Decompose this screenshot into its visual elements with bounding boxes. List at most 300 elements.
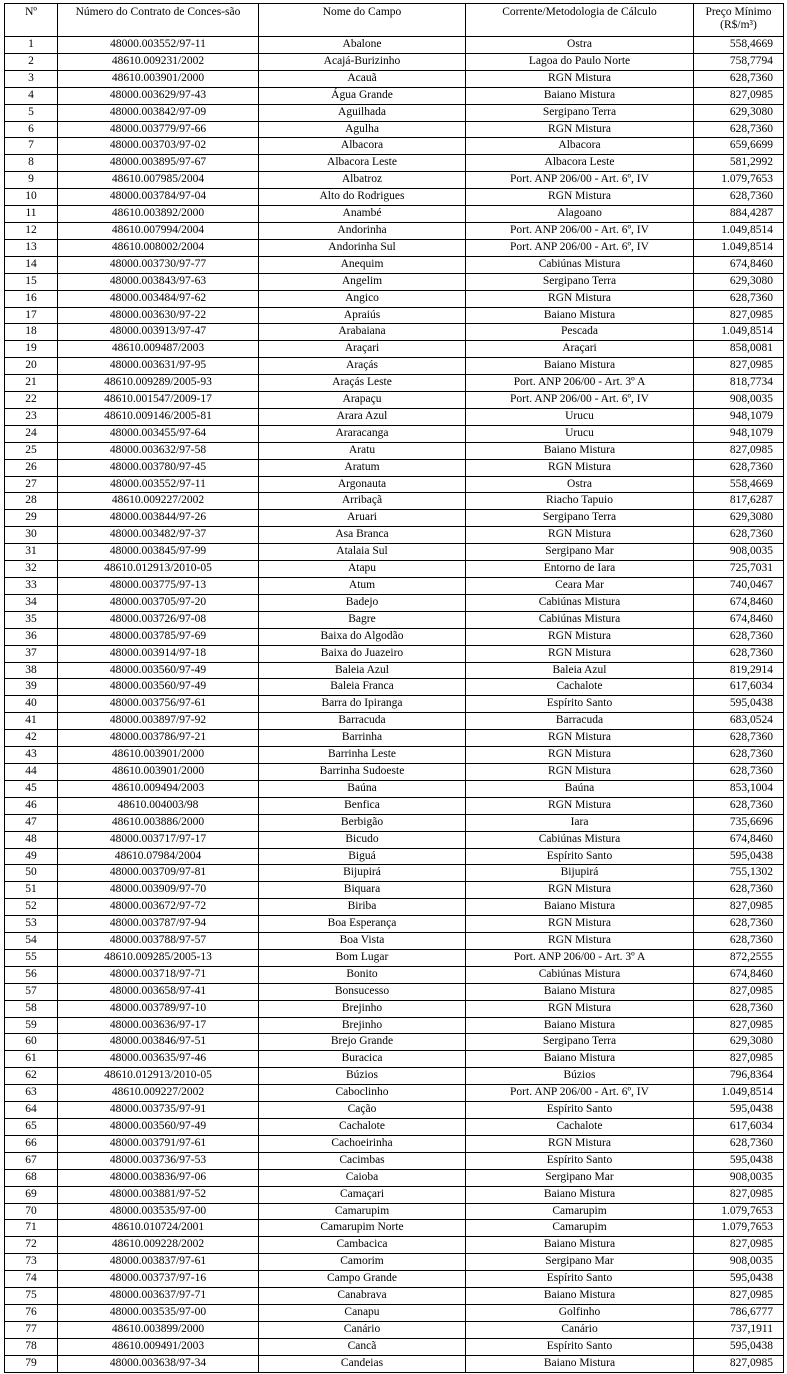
cell-field-name: Baixa do Juazeiro	[259, 645, 466, 662]
cell-min-price: 628,7360	[694, 882, 784, 899]
cell-methodology: Ostra	[466, 476, 694, 493]
table-row	[5, 1102, 784, 1119]
cell-number: 13	[5, 239, 58, 256]
table-row	[5, 1119, 784, 1136]
cell-min-price: 628,7360	[694, 763, 784, 780]
table-row	[5, 594, 784, 611]
table-row	[5, 155, 784, 172]
cell-methodology: Port. ANP 206/00 - Art. 6º, IV	[466, 392, 694, 409]
cell-min-price: 629,3080	[694, 273, 784, 290]
cell-min-price: 628,7360	[694, 730, 784, 747]
cell-field-name: Bom Lugar	[259, 949, 466, 966]
cell-contract: 48610.003886/2000	[58, 814, 259, 831]
cell-contract: 48610.009494/2003	[58, 780, 259, 797]
cell-number: 15	[5, 273, 58, 290]
cell-min-price: 617,6034	[694, 1119, 784, 1136]
table-row	[5, 561, 784, 578]
cell-methodology: Espírito Santo	[466, 696, 694, 713]
cell-contract: 48000.003736/97-53	[58, 1152, 259, 1169]
cell-contract: 48000.003705/97-20	[58, 594, 259, 611]
cell-min-price: 558,4669	[694, 476, 784, 493]
cell-field-name: Biriba	[259, 899, 466, 916]
cell-contract: 48000.003735/97-91	[58, 1102, 259, 1119]
cell-number: 42	[5, 730, 58, 747]
cell-contract: 48000.003638/97-34	[58, 1355, 259, 1372]
table-row	[5, 1321, 784, 1338]
table-row	[5, 882, 784, 899]
table-row	[5, 848, 784, 865]
cell-contract: 48610.012913/2010-05	[58, 1068, 259, 1085]
cell-methodology: Sergipano Mar	[466, 1254, 694, 1271]
cell-field-name: Acauã	[259, 70, 466, 87]
cell-field-name: Boa Esperança	[259, 916, 466, 933]
cell-contract: 48610.009487/2003	[58, 341, 259, 358]
cell-number: 31	[5, 544, 58, 561]
table-row	[5, 1186, 784, 1203]
cell-field-name: Biquara	[259, 882, 466, 899]
cell-field-name: Cação	[259, 1102, 466, 1119]
cell-methodology: Espírito Santo	[466, 1338, 694, 1355]
cell-number: 26	[5, 459, 58, 476]
table-row	[5, 763, 784, 780]
cell-number: 6	[5, 121, 58, 138]
cell-field-name: Candeias	[259, 1355, 466, 1372]
cell-field-name: Arabaiana	[259, 324, 466, 341]
cell-number: 4	[5, 87, 58, 104]
cell-min-price: 853,1004	[694, 780, 784, 797]
cell-number: 52	[5, 899, 58, 916]
cell-contract: 48000.003756/97-61	[58, 696, 259, 713]
col-header-min-price: Preço Mínimo (R$/m³)	[694, 4, 784, 37]
cell-methodology: RGN Mistura	[466, 747, 694, 764]
cell-methodology: Sergipano Mar	[466, 544, 694, 561]
cell-methodology: Golfinho	[466, 1304, 694, 1321]
table-row	[5, 324, 784, 341]
cell-field-name: Camarupim Norte	[259, 1220, 466, 1237]
cell-min-price: 628,7360	[694, 933, 784, 950]
cell-number: 44	[5, 763, 58, 780]
cell-field-name: Anequim	[259, 256, 466, 273]
cell-min-price: 628,7360	[694, 189, 784, 206]
cell-methodology: Camarupim	[466, 1203, 694, 1220]
table-body	[5, 37, 784, 1373]
cell-field-name: Anambé	[259, 206, 466, 223]
cell-field-name: Canabrava	[259, 1288, 466, 1305]
cell-contract: 48610.009491/2003	[58, 1338, 259, 1355]
cell-contract: 48610.001547/2009-17	[58, 392, 259, 409]
cell-min-price: 827,0985	[694, 1186, 784, 1203]
cell-field-name: Água Grande	[259, 87, 466, 104]
cell-min-price: 827,0985	[694, 358, 784, 375]
cell-number: 57	[5, 983, 58, 1000]
table-row	[5, 222, 784, 239]
table-row	[5, 1237, 784, 1254]
cell-field-name: Agulha	[259, 121, 466, 138]
cell-min-price: 827,0985	[694, 899, 784, 916]
cell-field-name: Bijupirá	[259, 865, 466, 882]
cell-contract: 48610.003892/2000	[58, 206, 259, 223]
table-row	[5, 645, 784, 662]
cell-methodology: Bijupirá	[466, 865, 694, 882]
cell-number: 2	[5, 53, 58, 70]
cell-field-name: Biguá	[259, 848, 466, 865]
cell-field-name: Apraiús	[259, 307, 466, 324]
cell-number: 77	[5, 1321, 58, 1338]
cell-min-price: 628,7360	[694, 1135, 784, 1152]
cell-min-price: 827,0985	[694, 1017, 784, 1034]
table-row	[5, 1355, 784, 1372]
cell-field-name: Albacora Leste	[259, 155, 466, 172]
cell-field-name: Araracanga	[259, 425, 466, 442]
cell-number: 27	[5, 476, 58, 493]
cell-contract: 48610.009285/2005-13	[58, 949, 259, 966]
cell-field-name: Atum	[259, 578, 466, 595]
cell-methodology: RGN Mistura	[466, 763, 694, 780]
table-row	[5, 966, 784, 983]
cell-contract: 48000.003482/97-37	[58, 527, 259, 544]
table-row	[5, 916, 784, 933]
cell-min-price: 1.079,7653	[694, 1203, 784, 1220]
cell-min-price: 674,8460	[694, 611, 784, 628]
table-row	[5, 1271, 784, 1288]
cell-min-price: 628,7360	[694, 121, 784, 138]
cell-methodology: Sergipano Mar	[466, 1169, 694, 1186]
cell-min-price: 595,0438	[694, 1338, 784, 1355]
table-row	[5, 138, 784, 155]
cell-min-price: 827,0985	[694, 307, 784, 324]
cell-contract: 48000.003844/97-26	[58, 510, 259, 527]
cell-contract: 48000.003784/97-04	[58, 189, 259, 206]
cell-field-name: Arapaçu	[259, 392, 466, 409]
cell-number: 60	[5, 1034, 58, 1051]
cell-min-price: 628,7360	[694, 1000, 784, 1017]
cell-contract: 48000.003785/97-69	[58, 628, 259, 645]
cell-contract: 48000.003786/97-21	[58, 730, 259, 747]
cell-methodology: Cabiúnas Mistura	[466, 594, 694, 611]
cell-number: 58	[5, 1000, 58, 1017]
cell-contract: 48000.003658/97-41	[58, 983, 259, 1000]
cell-number: 12	[5, 222, 58, 239]
table-row	[5, 578, 784, 595]
cell-field-name: Baleia Azul	[259, 662, 466, 679]
cell-contract: 48000.003484/97-62	[58, 290, 259, 307]
cell-methodology: Baiano Mistura	[466, 1186, 694, 1203]
cell-methodology: Entorno de Iara	[466, 561, 694, 578]
cell-field-name: Bonsucesso	[259, 983, 466, 1000]
cell-contract: 48000.003631/97-95	[58, 358, 259, 375]
cell-number: 63	[5, 1085, 58, 1102]
table-row	[5, 949, 784, 966]
cell-min-price: 629,3080	[694, 104, 784, 121]
cell-methodology: Sergipano Terra	[466, 273, 694, 290]
table-row	[5, 1288, 784, 1305]
cell-number: 39	[5, 679, 58, 696]
cell-min-price: 758,7794	[694, 53, 784, 70]
table-row	[5, 493, 784, 510]
cell-number: 25	[5, 442, 58, 459]
cell-number: 59	[5, 1017, 58, 1034]
cell-number: 55	[5, 949, 58, 966]
cell-methodology: Araçari	[466, 341, 694, 358]
cell-contract: 48610.009228/2002	[58, 1237, 259, 1254]
cell-methodology: Camarupim	[466, 1220, 694, 1237]
cell-methodology: Port. ANP 206/00 - Art. 6º, IV	[466, 172, 694, 189]
table-row	[5, 476, 784, 493]
cell-min-price: 735,6696	[694, 814, 784, 831]
table-row	[5, 814, 784, 831]
cell-number: 14	[5, 256, 58, 273]
cell-number: 40	[5, 696, 58, 713]
cell-methodology: Baiano Mistura	[466, 1237, 694, 1254]
table-row	[5, 1017, 784, 1034]
cell-contract: 48000.003635/97-46	[58, 1051, 259, 1068]
cell-field-name: Barrinha Leste	[259, 747, 466, 764]
cell-methodology: Espírito Santo	[466, 1102, 694, 1119]
table-row	[5, 1000, 784, 1017]
cell-min-price: 1.079,7653	[694, 172, 784, 189]
cell-methodology: Port. ANP 206/00 - Art. 3º A	[466, 375, 694, 392]
cell-methodology: RGN Mistura	[466, 645, 694, 662]
cell-contract: 48000.003672/97-72	[58, 899, 259, 916]
cell-contract: 48610.009227/2002	[58, 493, 259, 510]
cell-contract: 48000.003636/97-17	[58, 1017, 259, 1034]
cell-min-price: 827,0985	[694, 87, 784, 104]
cell-methodology: Baiano Mistura	[466, 899, 694, 916]
cell-min-price: 595,0438	[694, 696, 784, 713]
cell-number: 71	[5, 1220, 58, 1237]
cell-methodology: Baiano Mistura	[466, 1355, 694, 1372]
table-row	[5, 104, 784, 121]
cell-field-name: Asa Branca	[259, 527, 466, 544]
cell-number: 46	[5, 797, 58, 814]
cell-contract: 48000.003552/97-11	[58, 37, 259, 54]
cell-min-price: 628,7360	[694, 916, 784, 933]
cell-number: 23	[5, 408, 58, 425]
cell-contract: 48000.003737/97-16	[58, 1271, 259, 1288]
cell-methodology: Riacho Tapuio	[466, 493, 694, 510]
cell-contract: 48000.003535/97-00	[58, 1203, 259, 1220]
cell-contract: 48000.003718/97-71	[58, 966, 259, 983]
cell-min-price: 674,8460	[694, 966, 784, 983]
cell-min-price: 629,3080	[694, 1034, 784, 1051]
cell-min-price: 628,7360	[694, 747, 784, 764]
cell-field-name: Arara Azul	[259, 408, 466, 425]
cell-contract: 48000.003789/97-10	[58, 1000, 259, 1017]
cell-contract: 48610.012913/2010-05	[58, 561, 259, 578]
cell-field-name: Caioba	[259, 1169, 466, 1186]
cell-number: 64	[5, 1102, 58, 1119]
cell-min-price: 595,0438	[694, 1152, 784, 1169]
cell-field-name: Aratu	[259, 442, 466, 459]
col-header-contract: Número do Contrato de Conces-são	[58, 4, 259, 37]
cell-min-price: 595,0438	[694, 848, 784, 865]
cell-field-name: Alto do Rodrigues	[259, 189, 466, 206]
cell-field-name: Benfica	[259, 797, 466, 814]
table-row	[5, 933, 784, 950]
cell-methodology: Cabiúnas Mistura	[466, 611, 694, 628]
cell-field-name: Canário	[259, 1321, 466, 1338]
cell-contract: 48000.003846/97-51	[58, 1034, 259, 1051]
cell-min-price: 827,0985	[694, 1237, 784, 1254]
table-row	[5, 1254, 784, 1271]
cell-field-name: Búzios	[259, 1068, 466, 1085]
cell-methodology: RGN Mistura	[466, 459, 694, 476]
cell-min-price: 674,8460	[694, 256, 784, 273]
table-row	[5, 53, 784, 70]
cell-number: 35	[5, 611, 58, 628]
cell-min-price: 908,0035	[694, 1254, 784, 1271]
table-row	[5, 172, 784, 189]
cell-number: 8	[5, 155, 58, 172]
cell-min-price: 628,7360	[694, 797, 784, 814]
cell-min-price: 674,8460	[694, 594, 784, 611]
cell-min-price: 628,7360	[694, 290, 784, 307]
table-row	[5, 797, 784, 814]
cell-contract: 48000.003779/97-66	[58, 121, 259, 138]
cell-min-price: 1.049,8514	[694, 222, 784, 239]
cell-number: 76	[5, 1304, 58, 1321]
table-row	[5, 628, 784, 645]
table-row	[5, 1068, 784, 1085]
cell-number: 47	[5, 814, 58, 831]
table-row	[5, 1304, 784, 1321]
cell-methodology: Urucu	[466, 408, 694, 425]
cell-number: 37	[5, 645, 58, 662]
cell-contract: 48610.003901/2000	[58, 747, 259, 764]
cell-contract: 48000.003552/97-11	[58, 476, 259, 493]
cell-methodology: RGN Mistura	[466, 628, 694, 645]
cell-number: 67	[5, 1152, 58, 1169]
cell-number: 33	[5, 578, 58, 595]
cell-field-name: Canapu	[259, 1304, 466, 1321]
table-row	[5, 1051, 784, 1068]
cell-contract: 48610.008002/2004	[58, 239, 259, 256]
cell-field-name: Barra do Ipiranga	[259, 696, 466, 713]
cell-field-name: Araçás Leste	[259, 375, 466, 392]
table-row	[5, 1152, 784, 1169]
cell-number: 7	[5, 138, 58, 155]
cell-field-name: Camorim	[259, 1254, 466, 1271]
cell-contract: 48000.003914/97-18	[58, 645, 259, 662]
cell-contract: 48000.003909/97-70	[58, 882, 259, 899]
cell-methodology: Albacora Leste	[466, 155, 694, 172]
table-row	[5, 273, 784, 290]
cell-number: 51	[5, 882, 58, 899]
col-header-number: Nº	[5, 4, 58, 37]
cell-min-price: 908,0035	[694, 544, 784, 561]
cell-contract: 48000.003775/97-13	[58, 578, 259, 595]
cell-field-name: Atalaia Sul	[259, 544, 466, 561]
cell-field-name: Barracuda	[259, 713, 466, 730]
cell-number: 16	[5, 290, 58, 307]
cell-field-name: Baúna	[259, 780, 466, 797]
cell-min-price: 674,8460	[694, 831, 784, 848]
cell-field-name: Andorinha	[259, 222, 466, 239]
cell-number: 54	[5, 933, 58, 950]
cell-contract: 48000.003630/97-22	[58, 307, 259, 324]
cell-min-price: 628,7360	[694, 645, 784, 662]
cell-contract: 48000.003788/97-57	[58, 933, 259, 950]
table-row	[5, 1034, 784, 1051]
cell-number: 3	[5, 70, 58, 87]
cell-min-price: 1.049,8514	[694, 239, 784, 256]
cell-methodology: Espírito Santo	[466, 848, 694, 865]
table-row	[5, 1169, 784, 1186]
cell-contract: 48000.003632/97-58	[58, 442, 259, 459]
cell-number: 69	[5, 1186, 58, 1203]
cell-number: 66	[5, 1135, 58, 1152]
table-row	[5, 87, 784, 104]
cell-min-price: 817,6287	[694, 493, 784, 510]
table-row	[5, 1135, 784, 1152]
cell-number: 29	[5, 510, 58, 527]
cell-min-price: 737,1911	[694, 1321, 784, 1338]
table-row	[5, 611, 784, 628]
cell-contract: 48000.003637/97-71	[58, 1288, 259, 1305]
table-row	[5, 239, 784, 256]
cell-number: 73	[5, 1254, 58, 1271]
cell-field-name: Brejinho	[259, 1000, 466, 1017]
cell-methodology: RGN Mistura	[466, 730, 694, 747]
cell-field-name: Aruari	[259, 510, 466, 527]
cell-methodology: Baúna	[466, 780, 694, 797]
cell-number: 53	[5, 916, 58, 933]
cell-number: 70	[5, 1203, 58, 1220]
cell-number: 18	[5, 324, 58, 341]
cell-number: 24	[5, 425, 58, 442]
cell-min-price: 683,0524	[694, 713, 784, 730]
header-row	[5, 4, 784, 37]
cell-contract: 48000.003837/97-61	[58, 1254, 259, 1271]
cell-field-name: Cachoeirinha	[259, 1135, 466, 1152]
cell-min-price: 725,7031	[694, 561, 784, 578]
cell-min-price: 629,3080	[694, 510, 784, 527]
cell-methodology: Lagoa do Paulo Norte	[466, 53, 694, 70]
cell-field-name: Boa Vista	[259, 933, 466, 950]
table-row	[5, 780, 784, 797]
cell-contract: 48000.003787/97-94	[58, 916, 259, 933]
table-row	[5, 1338, 784, 1355]
cell-number: 32	[5, 561, 58, 578]
cell-methodology: Espírito Santo	[466, 1271, 694, 1288]
cell-number: 49	[5, 848, 58, 865]
cell-methodology: Baiano Mistura	[466, 1051, 694, 1068]
table-row	[5, 70, 784, 87]
table-row	[5, 392, 784, 409]
table-row	[5, 831, 784, 848]
cell-min-price: 740,0467	[694, 578, 784, 595]
cell-number: 56	[5, 966, 58, 983]
cell-contract: 48000.003897/97-92	[58, 713, 259, 730]
cell-contract: 48000.003717/97-17	[58, 831, 259, 848]
cell-contract: 48000.003730/97-77	[58, 256, 259, 273]
cell-methodology: Port. ANP 206/00 - Art. 6º, IV	[466, 222, 694, 239]
cell-methodology: Cabiúnas Mistura	[466, 966, 694, 983]
table-row	[5, 459, 784, 476]
cell-field-name: Angelim	[259, 273, 466, 290]
cell-methodology: Canário	[466, 1321, 694, 1338]
cell-field-name: Cancã	[259, 1338, 466, 1355]
table-row	[5, 341, 784, 358]
cell-contract: 48000.003560/97-49	[58, 662, 259, 679]
cell-min-price: 858,0081	[694, 341, 784, 358]
table-row	[5, 662, 784, 679]
cell-number: 68	[5, 1169, 58, 1186]
cell-contract: 48610.010724/2001	[58, 1220, 259, 1237]
cell-number: 48	[5, 831, 58, 848]
table-row	[5, 1085, 784, 1102]
cell-field-name: Brejo Grande	[259, 1034, 466, 1051]
